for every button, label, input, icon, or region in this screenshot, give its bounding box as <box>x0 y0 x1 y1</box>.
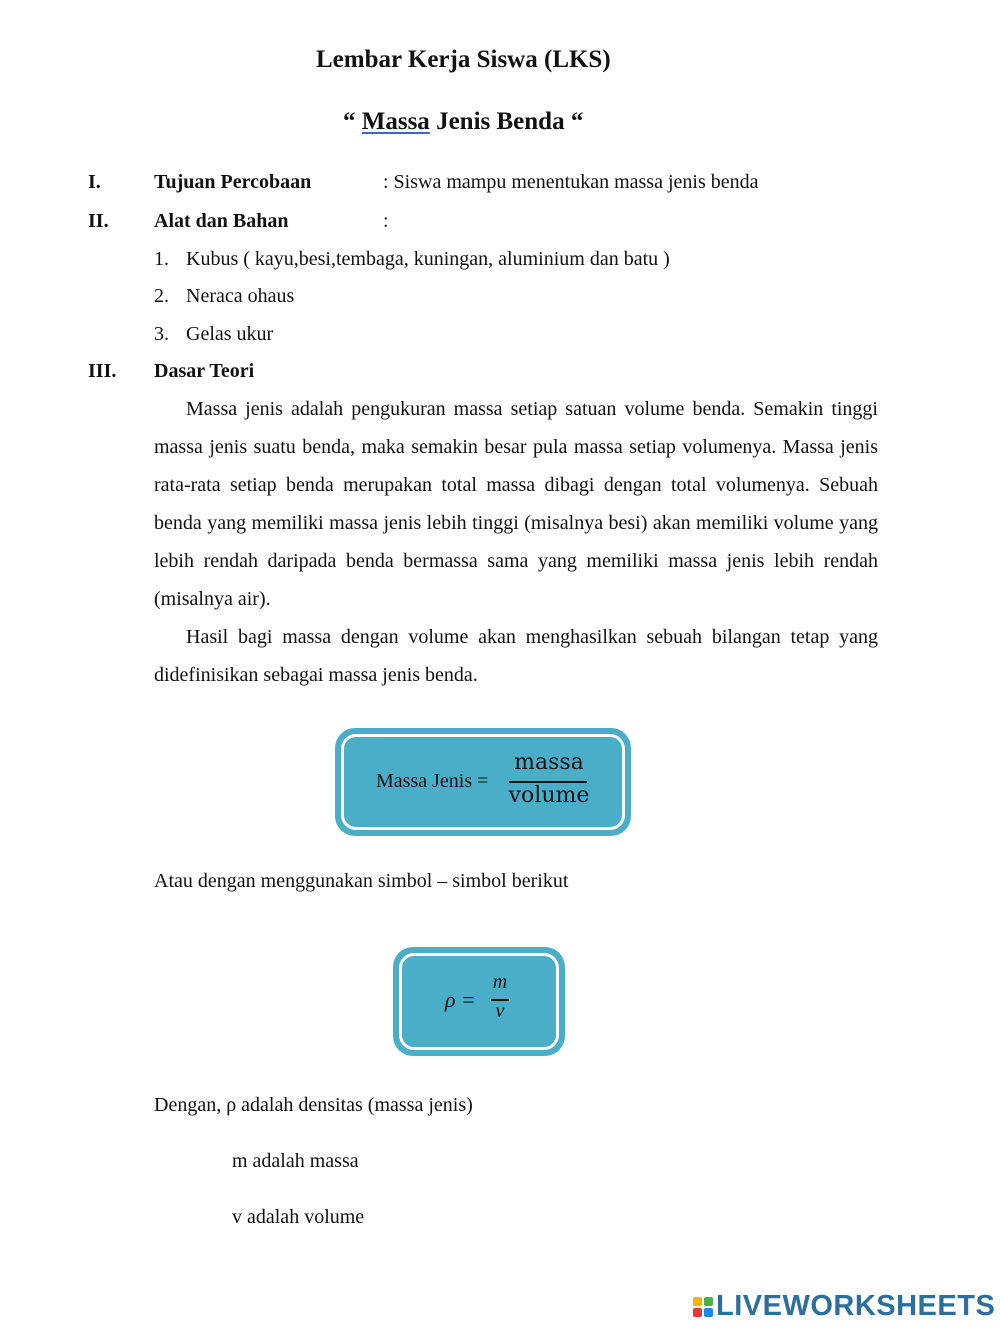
logo-square-icon <box>704 1308 713 1317</box>
list-item: Kubus ( kayu,besi,tembaga, kuningan, aluminium dan batu ) <box>186 248 670 270</box>
formula-box-border <box>399 953 559 1050</box>
definition-v: v adalah volume <box>232 1206 365 1228</box>
logo-square-icon <box>693 1308 702 1317</box>
logo-grid-icon <box>693 1297 713 1317</box>
theory-paragraph-1: Massa jenis adalah pengukuran massa setiap satuan volume benda. Semakin tinggi massa jenis suatu benda, maka semakin besar pula massa setiap volumenya. Massa jenis rata-rata setiap benda merupakan total massa dibagi dengan total volumenya. Sebuah benda yang memiliki massa jenis lebih tinggi (misalnya besi) akan memiliki volume yang lebih rendah daripada benda bermassa sama yang memiliki massa jenis lebih rendah (misalnya air). <box>154 398 878 610</box>
section-1-number: I. <box>88 171 101 193</box>
definition-m: m adalah massa <box>232 1150 359 1172</box>
list-item: Gelas ukur <box>186 323 274 345</box>
section-2-colon: : <box>383 210 389 232</box>
section-1-heading: Tujuan Percobaan <box>154 171 312 193</box>
formula-box-rho <box>393 947 565 1056</box>
subtitle-rest: Jenis Benda “ <box>429 108 584 135</box>
formula-denominator: v <box>495 1000 505 1022</box>
formula-label: Massa Jenis = <box>376 770 489 792</box>
formula-box-massa-jenis <box>335 728 631 836</box>
section-1-text: : Siswa mampu menentukan massa jenis benda <box>383 171 759 193</box>
formula-numerator: massa <box>514 750 584 775</box>
list-item: Neraca ohaus <box>186 285 295 307</box>
logo-square-icon <box>704 1297 713 1306</box>
page-title: Lembar Kerja Siswa (LKS) <box>316 46 611 73</box>
list-item-number: 3. <box>154 323 169 345</box>
definition-rho: Dengan, ρ adalah densitas (massa jenis) <box>154 1094 473 1116</box>
section-3-number: III. <box>88 360 117 382</box>
logo-square-icon <box>693 1297 702 1306</box>
logo-text: LIVEWORKSHEETS <box>716 1290 996 1322</box>
section-3-heading: Dasar Teori <box>154 360 255 382</box>
theory-paragraph-2: Hasil bagi massa dengan volume akan menghasilkan sebuah bilangan tetap yang didefinisikan sebagai massa jenis benda. <box>154 626 878 686</box>
subtitle-massa: Massa <box>361 108 430 135</box>
liveworksheets-logo[interactable] <box>693 1290 995 1323</box>
formula-numerator: m <box>492 971 508 993</box>
symbol-intro-text: Atau dengan menggunakan simbol – simbol berikut <box>154 870 569 892</box>
section-2-heading: Alat dan Bahan <box>154 210 289 232</box>
formula-lhs: ρ = <box>445 987 476 1012</box>
subtitle-open-quote: “ <box>343 108 362 135</box>
formula-denominator: volume <box>508 783 590 808</box>
list-item-number: 1. <box>154 248 169 270</box>
page-subtitle <box>343 108 583 136</box>
section-2-number: II. <box>88 210 109 232</box>
list-item-number: 2. <box>154 285 169 307</box>
